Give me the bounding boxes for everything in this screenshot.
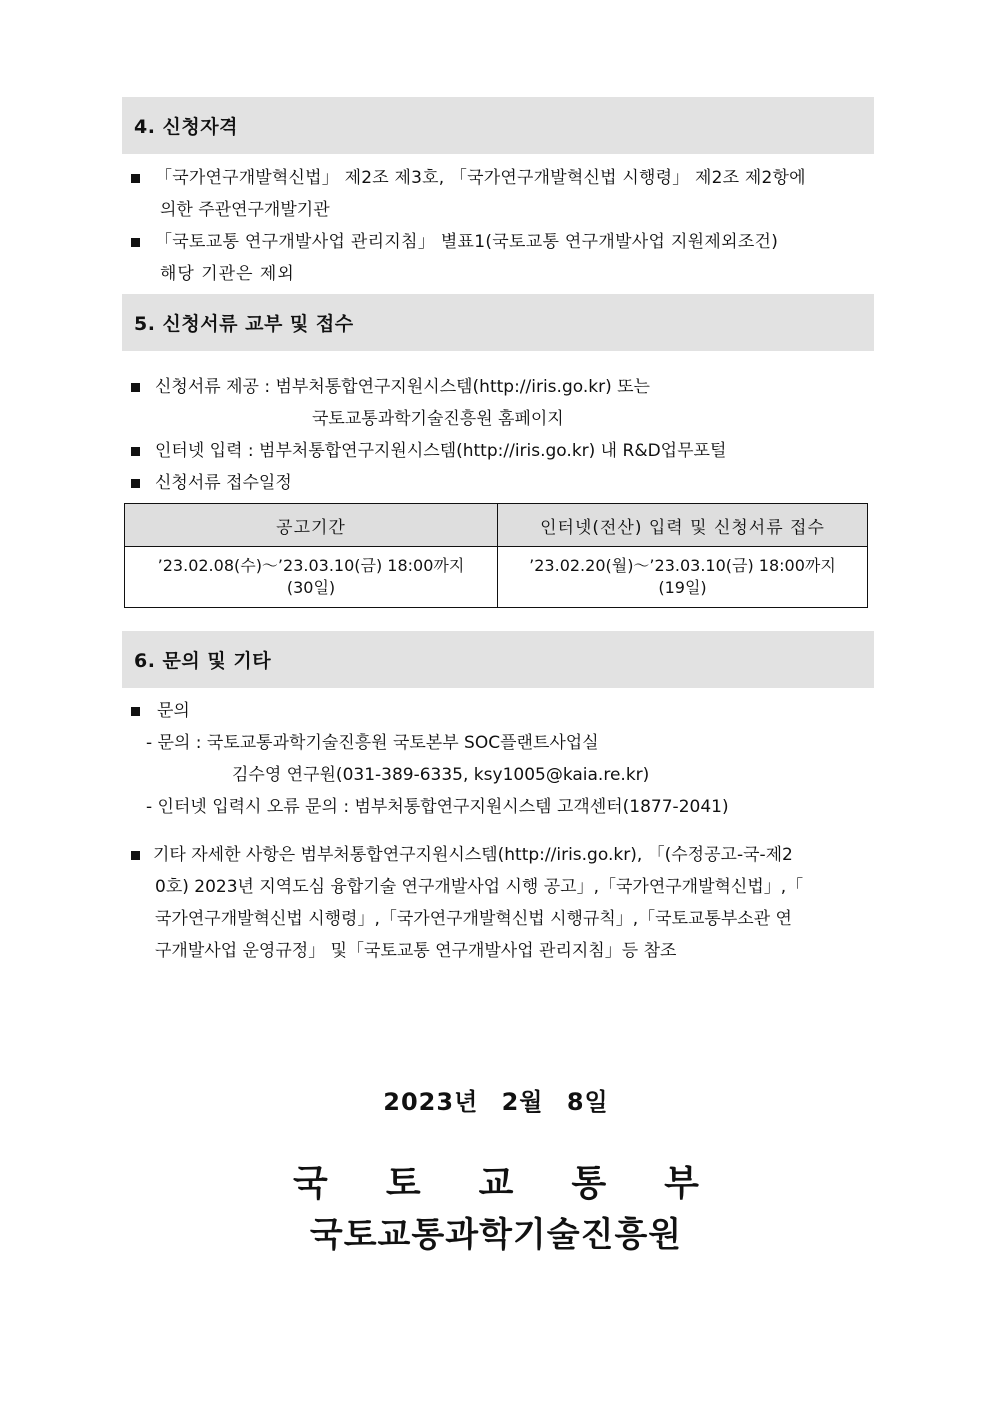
- sec4-item2-line1: 「국토교통 연구개발사업 관리지침」 별표1(국토교통 연구개발사업 지원제외조건): [155, 232, 779, 252]
- section-6-heading: 6. 문의 및 기타: [122, 631, 874, 688]
- table-header-row: [125, 504, 868, 547]
- sec5-item3: 신청서류 접수일정: [155, 473, 292, 493]
- bullet-square-icon: [131, 707, 140, 716]
- sec4-item1-line1: 「국가연구개발혁신법」 제2조 제3호, 「국가연구개발혁신법 시행령」 제2조 제2항에: [155, 168, 806, 188]
- bullet-square-icon: [131, 383, 140, 392]
- table-header-cell: 공고기간: [125, 504, 498, 547]
- announce-days: (30일): [286, 578, 336, 597]
- table-row: [125, 547, 868, 608]
- bullet-square-icon: [131, 479, 140, 488]
- ministry-char: 교: [478, 1163, 514, 1204]
- section-4-heading: 4. 신청자격: [122, 97, 874, 154]
- announce-period: ’23.02.08(수)～’23.03.10(금) 18:00까지: [157, 556, 465, 575]
- sec6-item2-line4: 구개발사업 운영규정」 및「국토교통 연구개발사업 관리지침」등 참조: [155, 941, 677, 961]
- schedule-table: [124, 503, 868, 608]
- sec5-item1-line2: 국토교통과학기술진흥원 홈페이지: [312, 409, 564, 429]
- document-date: 2023년 2월 8일: [383, 1088, 609, 1116]
- error-contact: - 인터넷 입력시 오류 문의 : 범부처통합연구지원시스템 고객센터(1877-2041): [146, 797, 729, 817]
- section-5-heading: 5. 신청서류 교부 및 접수: [122, 294, 874, 351]
- ministry-char: 통: [571, 1163, 607, 1204]
- sec6-item2-line2: 0호) 2023년 지역도심 융합기술 연구개발사업 시행 공고」,「국가연구개발혁신법」,「: [155, 877, 804, 897]
- ministry-char: 토: [385, 1163, 421, 1204]
- table-cell: [125, 547, 498, 608]
- ministry-char: 국: [293, 1163, 328, 1204]
- ministry-name: [0, 1155, 992, 1206]
- sec4-item2-line2: 해당 기관은 제외: [160, 264, 295, 284]
- table-cell: [498, 547, 868, 608]
- contact-line1: - 문의 : 국토교통과학기술진흥원 국토본부 SOC플랜트사업실: [146, 733, 599, 753]
- sec4-item1-line2: 의한 주관연구개발기관: [160, 200, 330, 220]
- contact-line2: 김수영 연구원(031-389-6335, ksy1005@kaia.re.kr): [232, 765, 650, 785]
- ministry-char: 부: [664, 1163, 699, 1204]
- sec6-item1: 문의: [157, 701, 190, 721]
- sec5-item2: 인터넷 입력 : 범부처통합연구지원시스템(http://iris.go.kr) 내 R&D업무포털: [155, 441, 727, 461]
- bullet-square-icon: [131, 851, 140, 860]
- agency-name: 국토교통과학기술진흥원: [309, 1215, 683, 1255]
- sec5-item1-line1: 신청서류 제공 : 범부처통합연구지원시스템(http://iris.go.kr) 또는: [155, 377, 650, 397]
- bullet-square-icon: [131, 447, 140, 456]
- sec6-item2-line1: 기타 자세한 사항은 범부처통합연구지원시스템(http://iris.go.kr), 「(수정공고-국-제2: [153, 845, 793, 865]
- submission-days: (19일): [658, 578, 707, 597]
- table-header-cell: 인터넷(전산) 입력 및 신청서류 접수: [498, 504, 868, 547]
- bullet-square-icon: [131, 174, 140, 183]
- bullet-square-icon: [131, 238, 140, 247]
- submission-period: ’23.02.20(월)～’23.03.10(금) 18:00까지: [529, 556, 836, 575]
- sec6-item2-line3: 국가연구개발혁신법 시행령」,「국가연구개발혁신법 시행규칙」,「국토교통부소관 연: [155, 909, 792, 929]
